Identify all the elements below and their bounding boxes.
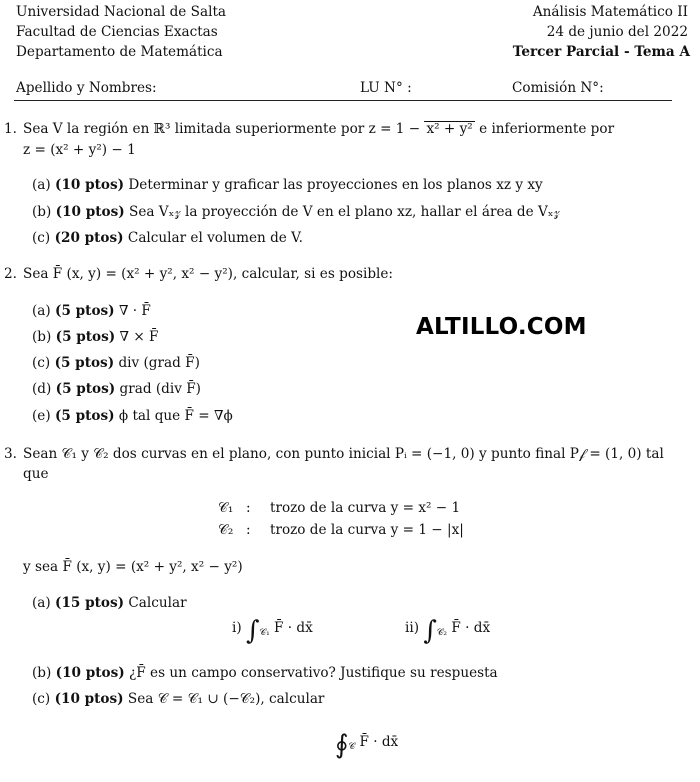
problem-1-item-c — [32, 230, 303, 247]
problem-1-item-b — [32, 204, 560, 221]
item-points: (5 ptos) — [55, 381, 116, 397]
item-label: (e) — [32, 408, 51, 424]
department-name: Departamento de Matemática — [16, 44, 223, 60]
item-label: (b) — [32, 329, 52, 345]
item-label: (a) — [32, 177, 51, 193]
item-points: (5 ptos) — [55, 329, 116, 345]
item-text: ∇ × F̄ — [119, 329, 159, 345]
problem-1-statement-line1: Sea V la región en ℝ³ limitada superiormente por z = 1 − — [23, 121, 421, 137]
item-points: (10 ptos) — [55, 177, 125, 193]
integral-sign: ∫ — [245, 616, 260, 646]
integral-roman-label: i) — [232, 620, 242, 636]
integral-expression: F̄ · dx̄ — [359, 734, 399, 750]
item-label: (a) — [32, 303, 51, 319]
item-label: (d) — [32, 381, 52, 397]
item-points: (5 ptos) — [54, 355, 115, 371]
commission-field-label: Comisión N°: — [512, 80, 604, 96]
name-field-label: Apellido y Nombres: — [16, 80, 157, 96]
lu-field-label: LU N° : — [360, 80, 412, 96]
problem-3-item-a — [32, 595, 187, 612]
problem-3-item-c — [32, 691, 324, 708]
problem-3-number: 3. — [4, 446, 17, 462]
integral-subscript: 𝒞 — [348, 742, 356, 752]
item-text: Sea Vₓ𝓏 la proyección de V en el plano xz, hallar el área de Vₓ𝓏 — [129, 204, 560, 220]
integral-subscript: 𝒞₁ — [259, 628, 270, 638]
problem-2-item-b — [32, 329, 159, 346]
item-text: grad (div F̄) — [119, 381, 201, 397]
course-name: Análisis Matemático II — [532, 4, 688, 20]
item-text: Determinar y graficar las proyecciones en los planos xz y xy — [128, 177, 543, 193]
curve-c1-description: trozo de la curva y = x² − 1 — [270, 500, 461, 516]
exam-date: 24 de junio del 2022 — [546, 24, 688, 40]
item-points: (5 ptos) — [55, 303, 115, 319]
item-points: (10 ptos) — [54, 691, 124, 707]
problem-3-statement-line2: que — [23, 466, 49, 482]
curve-c2-description: trozo de la curva y = 1 − |x| — [270, 522, 464, 538]
item-text: ∇ · F̄ — [118, 303, 151, 319]
faculty-name: Facultad de Ciencias Exactas — [16, 24, 218, 40]
problem-2-number: 2. — [4, 266, 17, 282]
problem-3-statement-line1: Sean 𝒞₁ y 𝒞₂ dos curvas en el plano, con punto inicial Pᵢ = (−1, 0) y punto final P𝒻 = (1, 0) tal — [23, 446, 664, 462]
item-label: (a) — [32, 595, 51, 611]
problem-1-statement — [23, 121, 614, 138]
item-text: ¿F̄ es un campo conservativo? Justifique su respuesta — [129, 665, 498, 681]
integral-ii — [405, 618, 490, 644]
item-label: (b) — [32, 665, 52, 681]
item-points: (5 ptos) — [54, 408, 115, 424]
curve-c1-separator: : — [246, 500, 251, 516]
integral-expression: F̄ · dx̄ — [274, 620, 313, 636]
integral-sign: ∫ — [423, 616, 437, 646]
contour-integral-sign: ∮ — [335, 730, 349, 760]
header-divider — [14, 100, 672, 101]
item-text: ϕ tal que F̄ = ∇ϕ — [118, 408, 233, 424]
problem-2-statement: Sea F̄ (x, y) = (x² + y², x² − y²), calcular, si es posible: — [23, 266, 394, 282]
item-label: (c) — [32, 230, 51, 246]
problem-2-item-d — [32, 381, 201, 398]
curve-c2-name: 𝒞₂ — [218, 522, 234, 538]
problem-1-statement-line1-end: e inferiormente por — [479, 121, 615, 137]
item-label: (b) — [32, 204, 52, 220]
problem-1-statement-line2: z = (x² + y²) − 1 — [23, 142, 136, 158]
item-points: (15 ptos) — [55, 595, 125, 611]
item-text: Calcular el volumen de V. — [127, 230, 303, 246]
exam-title: Tercer Parcial - Tema A — [512, 44, 690, 60]
problem-3-item-b — [32, 665, 498, 682]
integral-subscript: 𝒞₂ — [436, 628, 448, 638]
sqrt-expression: x² + y² — [426, 121, 473, 137]
integral-roman-label: ii) — [405, 620, 419, 636]
problem-2-item-a — [32, 303, 151, 320]
problem-1-item-a — [32, 177, 543, 194]
curve-c2-separator: : — [246, 522, 251, 538]
closed-line-integral — [335, 732, 398, 758]
problem-2-item-c — [32, 355, 200, 372]
university-name: Universidad Nacional de Salta — [16, 4, 227, 20]
integral-i — [232, 618, 313, 644]
item-points: (20 ptos) — [54, 230, 124, 246]
item-label: (c) — [32, 691, 51, 707]
item-text: Calcular — [128, 595, 187, 611]
curve-c1-name: 𝒞₁ — [218, 500, 234, 516]
problem-3-field-definition: y sea F̄ (x, y) = (x² + y², x² − y²) — [23, 559, 243, 575]
problem-1-number: 1. — [4, 121, 17, 137]
integral-expression: F̄ · dx̄ — [451, 620, 491, 636]
item-points: (10 ptos) — [55, 665, 125, 681]
item-text: Sea 𝒞 = 𝒞₁ ∪ (−𝒞₂), calcular — [127, 691, 325, 707]
item-text: div (grad F̄) — [118, 355, 200, 371]
item-label: (c) — [32, 355, 51, 371]
watermark: ALTILLO.COM — [416, 314, 587, 340]
problem-2-item-e — [32, 408, 233, 425]
item-points: (10 ptos) — [55, 204, 125, 220]
